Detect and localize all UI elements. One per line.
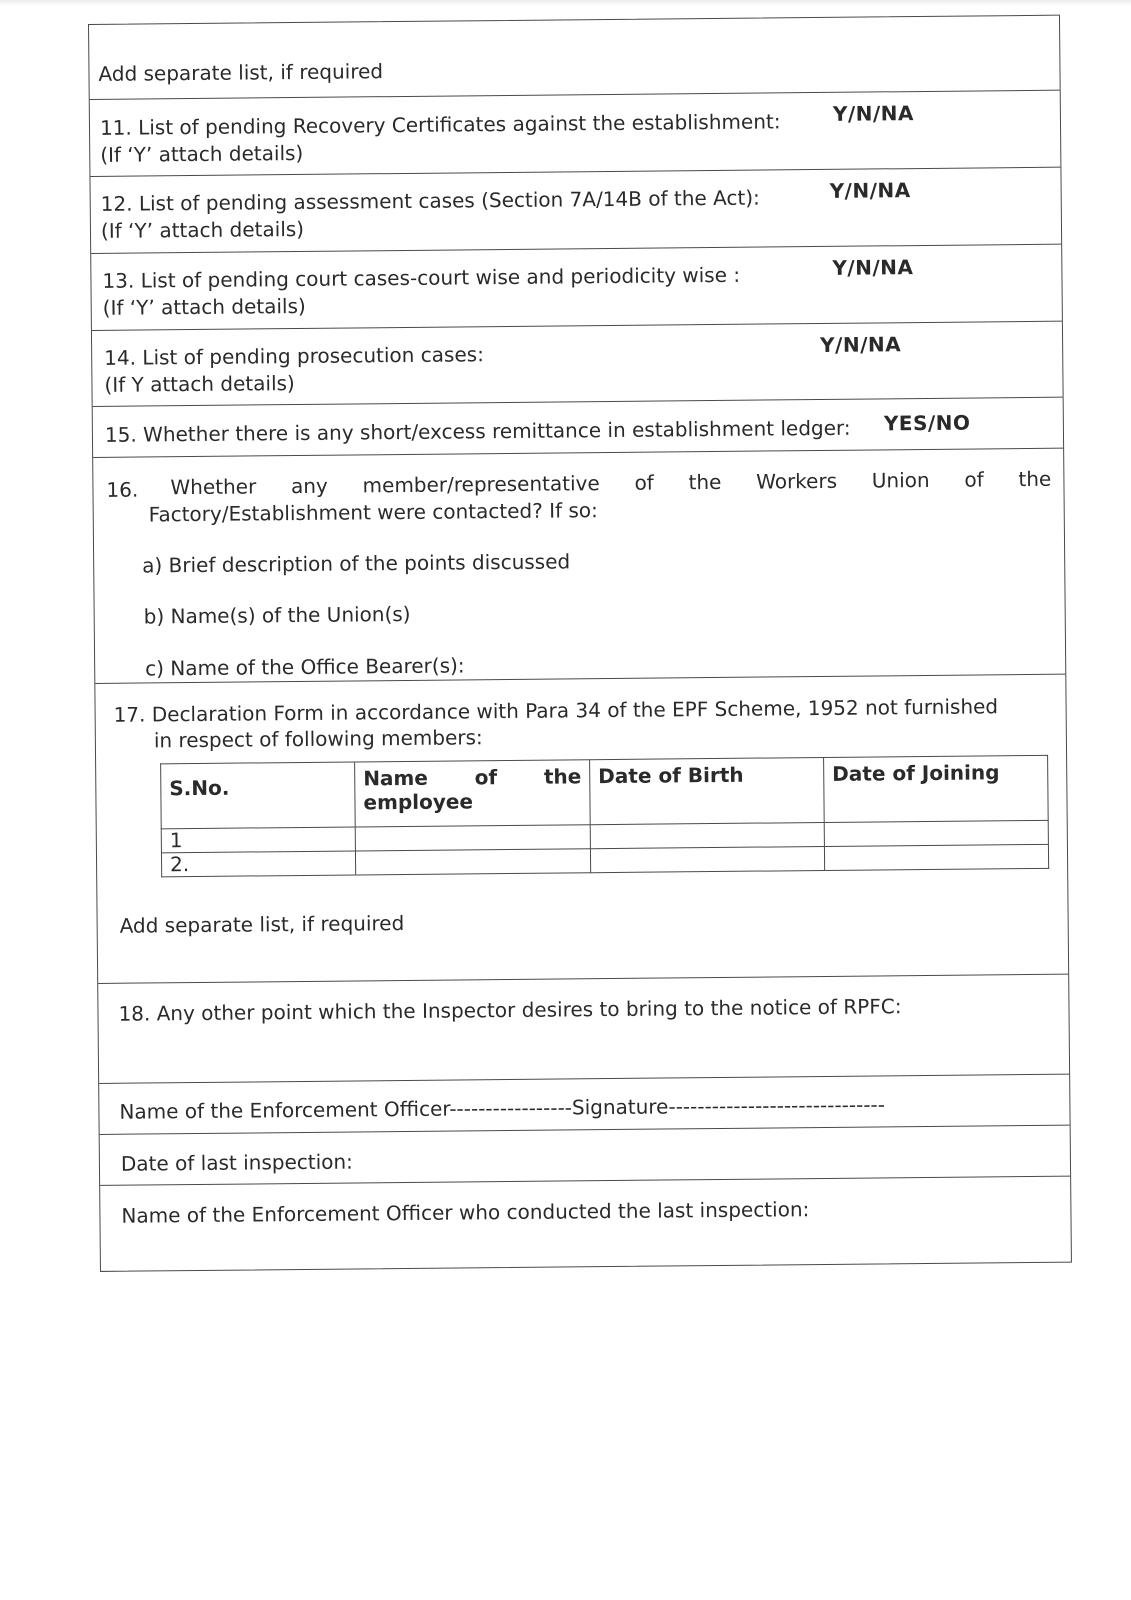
last-inspection-date[interactable]: Date of last inspection: — [120, 1149, 353, 1176]
declaration-table — [160, 755, 1049, 878]
item-17-row — [95, 675, 1068, 984]
top-note: Add separate list, if required — [98, 59, 384, 86]
header-word: the — [543, 764, 582, 789]
item-15-text: 15. Whether there is any short/excess remittance in establishment ledger: — [104, 415, 851, 447]
item-12-answer[interactable]: Y/N/NA — [829, 178, 911, 203]
item-16-word: of — [634, 470, 654, 495]
doj-cell[interactable] — [824, 844, 1048, 870]
item-16-word: Union — [871, 467, 930, 493]
item-17-note: Add separate list, if required — [119, 911, 405, 938]
item-18-row — [98, 975, 1069, 1084]
item-16-point-b: b) Name(s) of the Union(s) — [143, 601, 411, 629]
item-16-line1 — [170, 466, 1051, 501]
dob-cell[interactable] — [590, 846, 824, 872]
officer-signature-row — [99, 1075, 1069, 1135]
header-word: Name — [363, 765, 429, 791]
item-16-word: member/representative — [362, 471, 600, 498]
item-14-text: 14. List of pending prosecution cases: — [104, 342, 484, 370]
table-header-row — [161, 755, 1049, 829]
employee-name-header — [355, 760, 591, 827]
item-15-answer[interactable]: YES/NO — [883, 410, 971, 436]
item-14-row — [92, 322, 1063, 407]
item-16-number: 16. — [106, 477, 139, 502]
inspection-form — [88, 15, 1072, 1272]
doj-cell[interactable] — [824, 820, 1048, 846]
item-15-row — [93, 398, 1063, 458]
name-cell[interactable] — [355, 849, 590, 875]
item-12-note: (If ‘Y’ attach details) — [100, 216, 305, 243]
item-16-point-c: c) Name of the Office Bearer(s): — [145, 653, 465, 681]
item-14-answer[interactable]: Y/N/NA — [819, 332, 902, 357]
item-12-text: 12. List of pending assessment cases (Section 7A/14B of the Act): — [100, 185, 760, 216]
item-16-word: the — [1018, 466, 1052, 492]
item-13-answer[interactable]: Y/N/NA — [832, 255, 914, 280]
doj-header: Date of Joining — [824, 755, 1049, 822]
item-11-row — [90, 91, 1061, 177]
employee-name-header-line1 — [363, 764, 581, 790]
employee-name-header-line2: employee — [363, 789, 474, 815]
item-18-text: 18. Any other point which the Inspector desires to bring to the notice of RPFC: — [118, 994, 902, 1026]
sno-cell: 2. — [161, 851, 355, 877]
item-13-row — [91, 245, 1062, 331]
item-17-line1: 17. Declaration Form in accordance with Para 34 of the EPF Scheme, 1952 not furnished — [113, 694, 999, 727]
item-16-word: of — [964, 467, 984, 492]
top-note-row — [89, 16, 1060, 100]
item-16-point-a: a) Brief description of the points discussed — [142, 549, 571, 578]
item-16-word: the — [688, 469, 722, 495]
header-word: of — [474, 765, 498, 790]
dob-cell[interactable] — [590, 822, 824, 848]
last-officer-name[interactable]: Name of the Enforcement Officer who conducted the last inspection: — [121, 1197, 810, 1228]
item-17-line2: in respect of following members: — [153, 725, 483, 753]
last-inspection-row — [100, 1126, 1070, 1186]
item-13-text: 13. List of pending court cases-court wise and periodicity wise : — [102, 262, 741, 293]
item-16-word: any — [290, 473, 328, 499]
item-16-word: Workers — [756, 468, 838, 494]
item-11-text: 11. List of pending Recovery Certificates against the establishment: — [99, 109, 781, 140]
item-16-word: Whether — [170, 474, 257, 500]
name-cell[interactable] — [355, 825, 590, 851]
dob-header: Date of Birth — [590, 757, 825, 824]
item-11-note: (If ‘Y’ attach details) — [100, 140, 304, 167]
last-officer-row — [100, 1177, 1071, 1271]
sno-cell: 1 — [161, 827, 355, 853]
item-16-row — [93, 449, 1065, 684]
item-12-row — [90, 168, 1061, 254]
item-13-note: (If ‘Y’ attach details) — [102, 293, 306, 320]
item-11-answer[interactable]: Y/N/NA — [832, 101, 915, 126]
item-16-line2: Factory/Establishment were contacted? If so: — [148, 498, 598, 527]
item-14-note: (If Y attach details) — [104, 371, 295, 397]
sno-header: S.No. — [161, 762, 356, 829]
officer-signature-line[interactable]: Name of the Enforcement Officer-----------------Signature------------------------------ — [119, 1092, 886, 1124]
